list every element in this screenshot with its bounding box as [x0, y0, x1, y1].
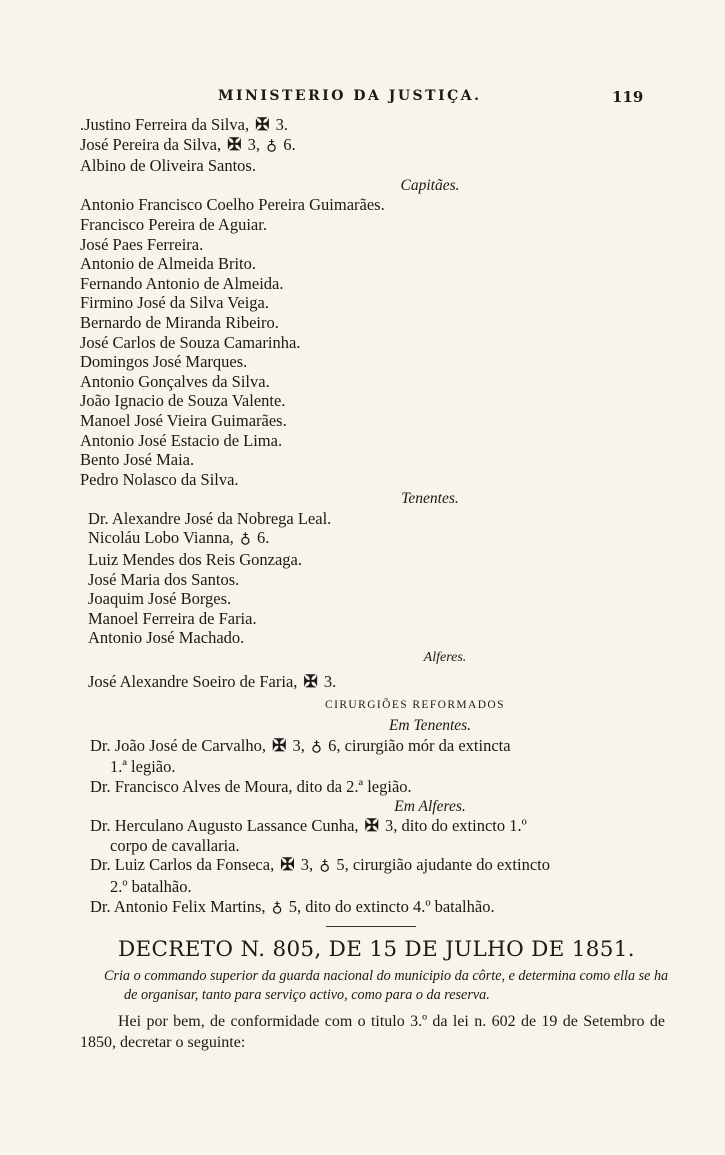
medal-icon: ♁	[266, 137, 278, 154]
list-item: João Ignacio de Souza Valente.	[80, 391, 286, 411]
list-item: Luiz Mendes dos Reis Gonzaga.	[88, 550, 302, 570]
list-item: Manoel José Vieira Guimarães.	[80, 410, 287, 430]
decree-paragraph: Hei por bem, de conformidade com o titulo 3.º da lei n. 602 de 19 de Setembro de 1850, decretar o seguinte:	[80, 1013, 665, 1052]
list-item: Firmino José da Silva Veiga.	[80, 293, 269, 313]
list-item: Dr. João José de Carvalho, ✠ 3, ♁ 6, cirurgião mór da extincta	[80, 736, 660, 758]
list-item: José Carlos de Souza Camarinha.	[80, 332, 301, 352]
cross-icon: ✠	[272, 735, 287, 755]
list-item: Dr. Herculano Augusto Lassance Cunha, ✠ 3, dito do extincto 1.º	[90, 816, 527, 836]
page-header	[0, 88, 725, 110]
list-item: José Alexandre Soeiro de Faria, ✠ 3.	[88, 671, 337, 691]
list-item: Antonio José Estacio de Lima.	[80, 430, 283, 450]
list-item: Albino de Oliveira Santos.	[80, 156, 256, 176]
cross-icon: ✠	[227, 134, 242, 154]
cross-icon: ✠	[280, 855, 295, 875]
medal-icon: ♁	[319, 858, 331, 875]
decree-title: DECRETO N. 805, DE 15 DE JULHO DE 1851.	[118, 937, 635, 963]
list-item: Fernando Antonio de Almeida.	[80, 273, 284, 293]
list-item: Dr. Alexandre José da Nobrega Leal.	[88, 508, 332, 528]
medal-icon: ♁	[239, 531, 251, 548]
section-heading-capitaes: Capitães.	[400, 176, 460, 194]
medal-icon: ♁	[310, 738, 322, 755]
medal-icon: ♁	[271, 899, 283, 916]
list-item: Bernardo de Miranda Ribeiro.	[80, 312, 279, 332]
cross-icon: ✠	[255, 115, 270, 134]
section-divider	[326, 926, 416, 927]
list-item: Antonio Gonçalves da Silva.	[80, 371, 270, 391]
section-heading-tenentes: Tenentes.	[401, 490, 459, 508]
list-item: Domingos José Marques.	[80, 352, 248, 372]
cross-icon: ✠	[364, 816, 379, 836]
cross-icon: ✠	[303, 671, 318, 691]
list-item: Nicoláu Lobo Vianna, ♁ 6.	[80, 528, 660, 550]
list-item: Manoel Ferreira de Faria.	[88, 608, 257, 628]
section-heading-cirurgioes: CIRURGIÕES REFORMADOS	[325, 699, 505, 712]
list-item: Antonio de Almeida Brito.	[80, 254, 256, 274]
list-item: Francisco Pereira de Aguiar.	[80, 214, 267, 234]
decree-summary: Cria o commando superior da guarda nacional do municipio da côrte, e determina como ella se ha de organisar, tanto para serviço activo, como para o da reserva.	[104, 968, 669, 1004]
subheading-em-alferes: Em Alferes.	[394, 797, 466, 815]
list-item: José Maria dos Santos.	[88, 569, 240, 589]
list-item-continuation: corpo de cavallaria.	[110, 835, 240, 855]
list-item: José Paes Ferreira.	[80, 234, 204, 254]
list-item: Dr. Antonio Felix Martins, ♁ 5, dito do extincto 4.º batalhão.	[80, 897, 660, 919]
list-item-continuation: 2.º batalhão.	[110, 876, 192, 896]
list-item: .Justino Ferreira da Silva, ✠ 3.	[80, 115, 288, 134]
running-title: MINISTERIO DA JUSTIÇA.	[218, 88, 482, 104]
subheading-em-tenentes: Em Tenentes.	[388, 717, 472, 735]
list-item: Antonio Francisco Coelho Pereira Guimarães.	[80, 195, 385, 215]
page-body	[80, 115, 669, 1053]
list-item: Antonio José Machado.	[88, 628, 245, 648]
page-number: 119	[612, 88, 644, 106]
list-item: Pedro Nolasco da Silva.	[80, 469, 239, 489]
list-item-continuation: 1.ª legião.	[110, 757, 176, 777]
list-item: Joaquim José Borges.	[88, 589, 232, 609]
list-item: Dr. Luiz Carlos da Fonseca, ✠ 3, ♁ 5, cirurgião ajudante do extincto	[80, 855, 660, 877]
list-item: José Pereira da Silva, ✠ 3, ♁ 6.	[80, 135, 660, 157]
list-item: Bento José Maia.	[80, 450, 195, 470]
list-item: Dr. Francisco Alves de Moura, dito da 2.ª legião.	[90, 777, 412, 796]
section-heading-alferes: Alferes.	[423, 650, 467, 666]
